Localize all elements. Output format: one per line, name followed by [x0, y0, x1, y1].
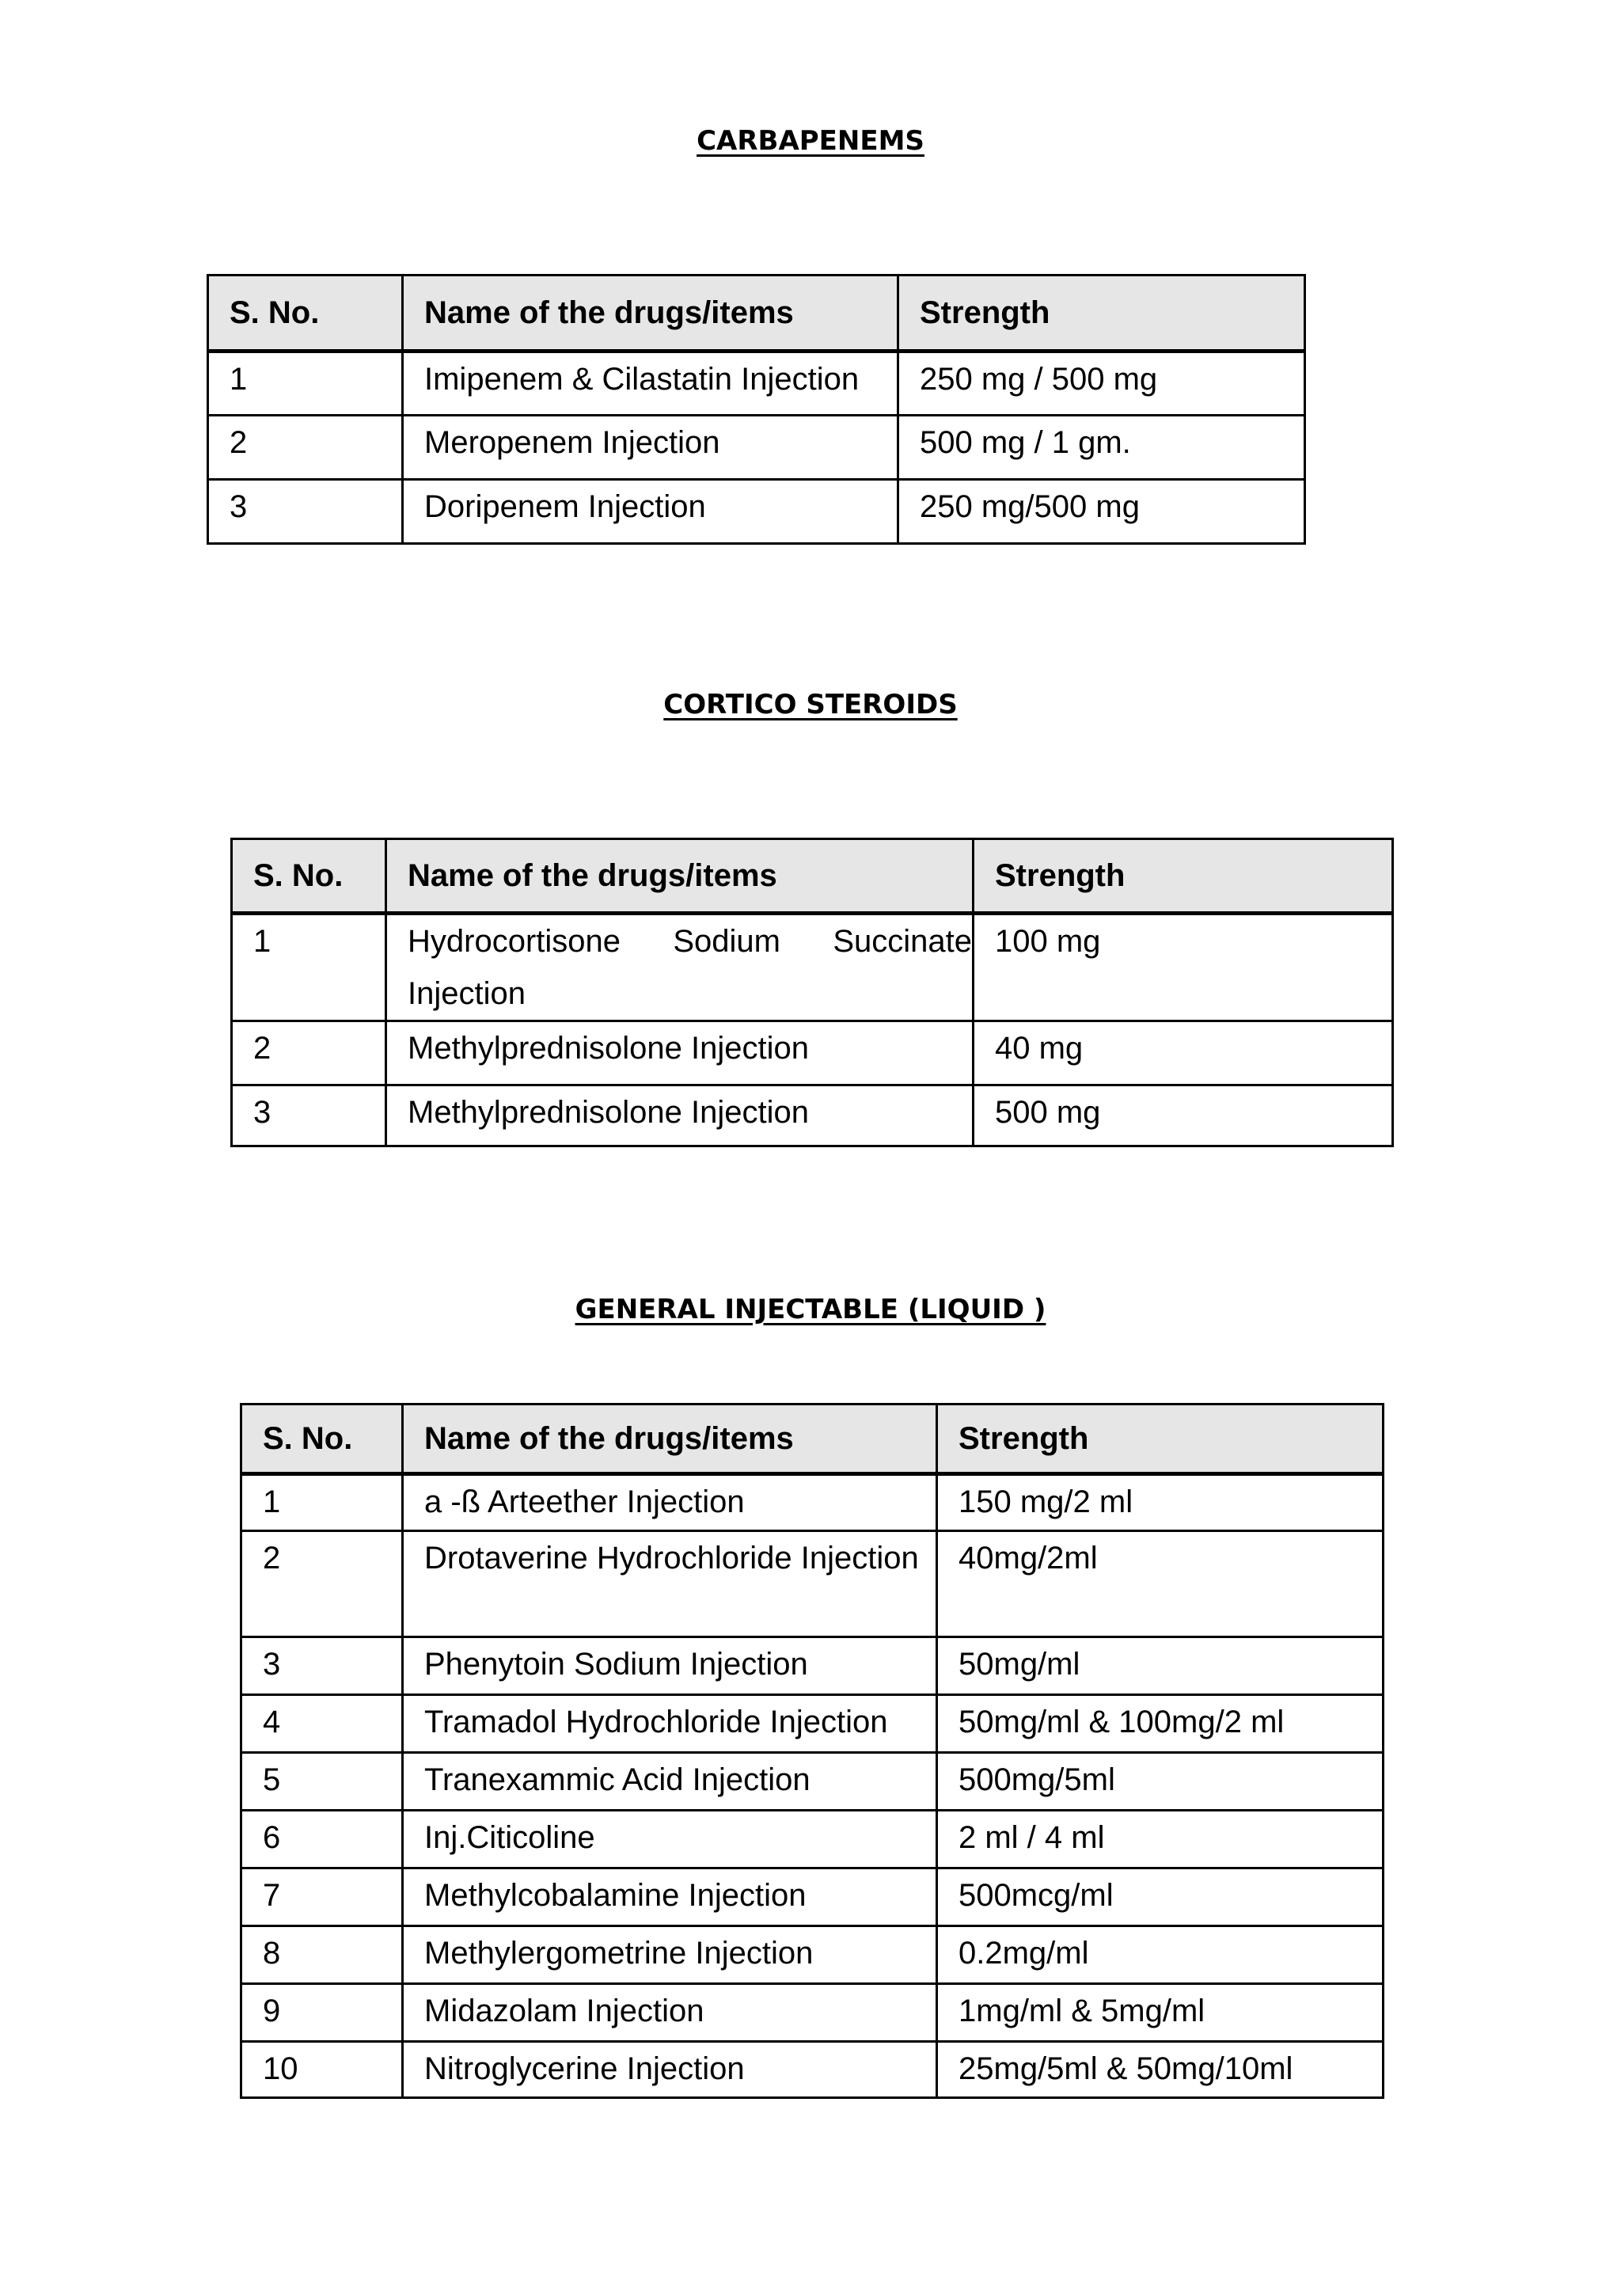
table-row	[241, 1474, 1384, 1531]
table-row	[232, 1021, 1393, 1085]
cell-sno: 1	[232, 914, 386, 1021]
cell-strength: 500 mg	[974, 1085, 1393, 1146]
cell-drug-name: Nitroglycerine Injection	[403, 2042, 937, 2098]
section-title-general-injectable: GENERAL INJECTABLE (LIQUID )	[575, 1294, 1046, 1325]
cell-sno: 2	[232, 1021, 386, 1085]
carbapenems-table	[207, 274, 1306, 545]
table-header-row	[232, 839, 1393, 914]
table-row	[241, 1753, 1384, 1811]
cell-strength: 2 ml / 4 ml	[937, 1811, 1384, 1868]
cell-strength: 1mg/ml & 5mg/ml	[937, 1984, 1384, 2042]
table-row	[241, 2042, 1384, 2098]
cell-sno: 6	[241, 1811, 403, 1868]
table-row	[208, 480, 1305, 544]
cell-strength: 150 mg/2 ml	[937, 1474, 1384, 1531]
cell-strength: 25mg/5ml & 50mg/10ml	[937, 2042, 1384, 2098]
general-injectable-table	[240, 1403, 1384, 2099]
cell-drug-name: Meropenem Injection	[403, 416, 898, 480]
table-row	[241, 1926, 1384, 1984]
cell-sno: 1	[241, 1474, 403, 1531]
column-header-strength: Strength	[974, 839, 1393, 914]
cell-drug-name: Doripenem Injection	[403, 480, 898, 544]
cell-drug-name: Drotaverine Hydrochloride Injection	[403, 1531, 937, 1637]
table-header-row	[208, 276, 1305, 352]
table-row	[232, 914, 1393, 1021]
cell-strength: 0.2mg/ml	[937, 1926, 1384, 1984]
cell-drug-name: Tranexammic Acid Injection	[403, 1753, 937, 1811]
cell-strength: 40 mg	[974, 1021, 1393, 1085]
column-header-name: Name of the drugs/items	[403, 1405, 937, 1474]
section-title-carbapenems: CARBAPENEMS	[697, 125, 924, 157]
table-row	[241, 1811, 1384, 1868]
cell-strength: 250 mg / 500 mg	[898, 352, 1305, 416]
cell-sno: 1	[208, 352, 403, 416]
cell-sno: 9	[241, 1984, 403, 2042]
cell-strength: 40mg/2ml	[937, 1531, 1384, 1637]
cell-drug-name: Tramadol Hydrochloride Injection	[403, 1695, 937, 1753]
cell-sno: 10	[241, 2042, 403, 2098]
cell-drug-name: Phenytoin Sodium Injection	[403, 1637, 937, 1695]
cell-drug-name: Methylergometrine Injection	[403, 1926, 937, 1984]
cell-sno: 3	[232, 1085, 386, 1146]
column-header-sno: S. No.	[241, 1405, 403, 1474]
table-row	[232, 1085, 1393, 1146]
cortico-steroids-table	[230, 838, 1394, 1147]
cell-drug-name: Methylprednisolone Injection	[386, 1021, 974, 1085]
cell-strength: 500mg/5ml	[937, 1753, 1384, 1811]
column-header-name: Name of the drugs/items	[403, 276, 898, 352]
cell-drug-name: Inj.Citicoline	[403, 1811, 937, 1868]
section-title-cortico-steroids: CORTICO STEROIDS	[663, 689, 958, 720]
cell-drug-name: Methylcobalamine Injection	[403, 1868, 937, 1926]
table-row	[208, 416, 1305, 480]
cell-sno: 3	[241, 1637, 403, 1695]
cell-sno: 4	[241, 1695, 403, 1753]
cell-drug-name: Midazolam Injection	[403, 1984, 937, 2042]
cell-strength: 250 mg/500 mg	[898, 480, 1305, 544]
cell-strength: 100 mg	[974, 914, 1393, 1021]
cell-drug-name: Methylprednisolone Injection	[386, 1085, 974, 1146]
column-header-sno: S. No.	[232, 839, 386, 914]
cell-sno: 8	[241, 1926, 403, 1984]
cell-drug-name: a -ß Arteether Injection	[403, 1474, 937, 1531]
column-header-strength: Strength	[898, 276, 1305, 352]
cell-strength: 50mg/ml & 100mg/2 ml	[937, 1695, 1384, 1753]
cell-sno: 5	[241, 1753, 403, 1811]
cell-sno: 3	[208, 480, 403, 544]
table-row	[241, 1637, 1384, 1695]
table-row	[241, 1531, 1384, 1637]
cell-drug-name: Hydrocortisone Sodium Succinate Injection	[386, 914, 974, 1021]
column-header-sno: S. No.	[208, 276, 403, 352]
cell-drug-name: Imipenem & Cilastatin Injection	[403, 352, 898, 416]
cell-strength: 500mcg/ml	[937, 1868, 1384, 1926]
cell-strength: 50mg/ml	[937, 1637, 1384, 1695]
table-row	[241, 1984, 1384, 2042]
table-row	[241, 1695, 1384, 1753]
table-row	[208, 352, 1305, 416]
cell-strength: 500 mg / 1 gm.	[898, 416, 1305, 480]
cell-sno: 2	[208, 416, 403, 480]
cell-sno: 7	[241, 1868, 403, 1926]
column-header-strength: Strength	[937, 1405, 1384, 1474]
table-header-row	[241, 1405, 1384, 1474]
column-header-name: Name of the drugs/items	[386, 839, 974, 914]
cell-sno: 2	[241, 1531, 403, 1637]
table-row	[241, 1868, 1384, 1926]
